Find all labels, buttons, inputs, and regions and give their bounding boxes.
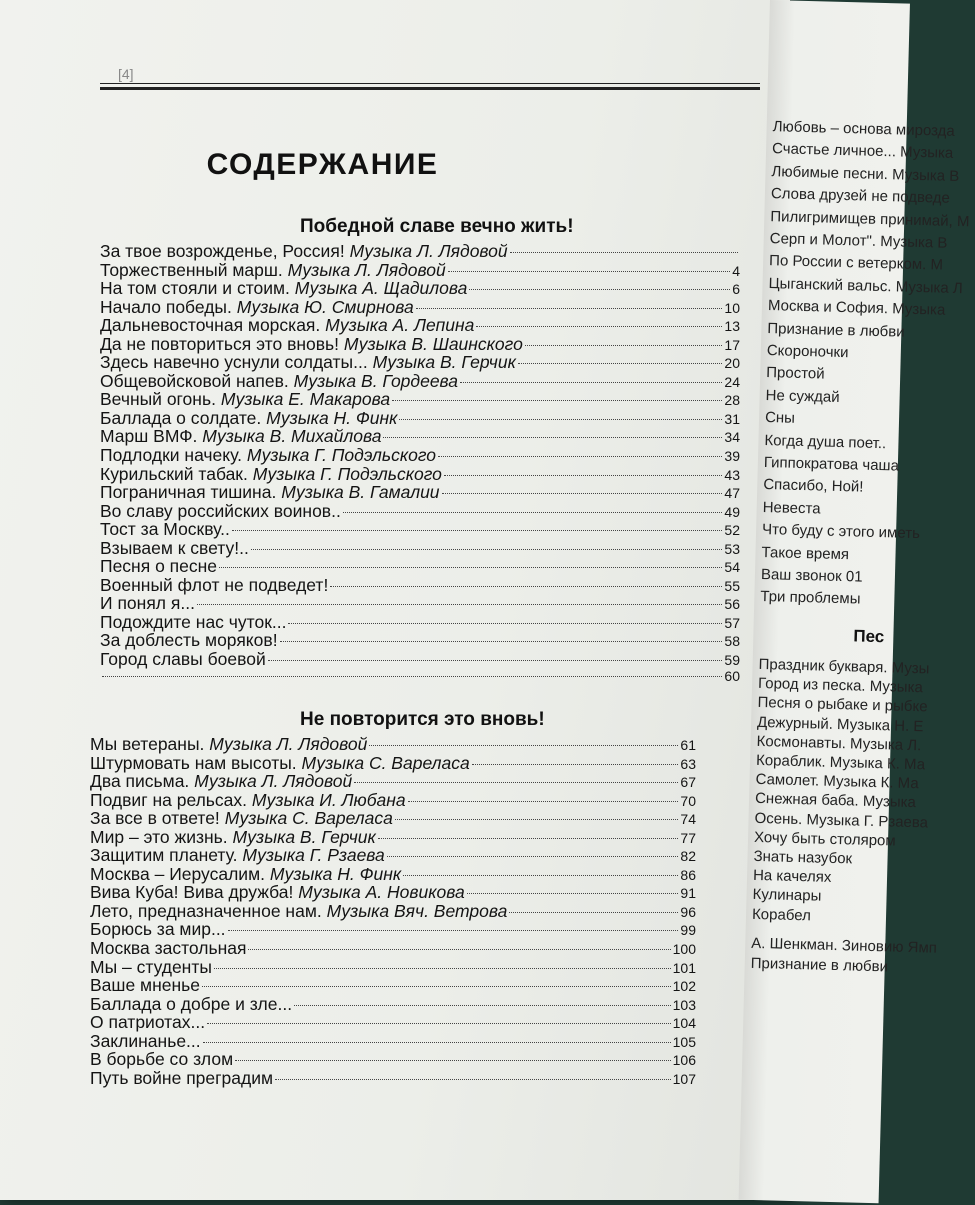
toc-entry-page: 54 [724,559,740,576]
toc-entry-text: Да не повториться это вновь! [100,333,340,354]
toc-entry [90,771,696,790]
toc-entry-page: 74 [680,811,696,828]
toc-entry-title [100,649,266,670]
toc-entry-text: Защитим планету. [90,845,238,866]
toc-entry-text: Общевойсковой напев. [100,370,289,391]
toc-entry [100,630,740,649]
toc-leader-dots [280,641,723,642]
toc-entry-text: Вива Куба! Вива дружба! [90,882,294,903]
header-rule-thick [100,87,760,90]
toc-entry [100,334,740,353]
toc-entry-text: Пограничная тишина. [100,482,277,503]
toc-entry-text: Начало победы. [100,296,232,317]
toc-leader-dots [395,819,679,820]
toc-entry [90,753,696,772]
toc-entry-text: Город славы боевой [100,649,266,670]
toc-entry-page: 82 [680,848,696,865]
toc-entry-page: 58 [724,633,740,650]
toc-entry [100,501,740,520]
right-page-line: Дежурный. Музыка Н. Е [756,713,924,735]
toc-entry-page: 96 [680,903,696,920]
toc-entry-text: Мы ветераны. [90,734,205,754]
toc-entry-music: Музыка Г. Рзаева [242,845,385,866]
section-title-2: Не повторится это вновь! [300,709,545,730]
toc-entry-page: 43 [724,466,740,483]
toc-entry-text: Баллада о солдате. [100,407,262,428]
toc-entry-page: 47 [724,485,740,502]
toc-list-2 [90,734,696,1086]
toc-entry-text: Ваше мненье [90,975,200,996]
toc-leader-dots [228,930,679,931]
toc-entry-page: 39 [724,448,740,465]
toc-entry-music: Музыка Г. Подэльского [246,445,437,466]
toc-entry-page: 4 [732,262,740,279]
toc-entry-text: Мир – это жизнь. [90,826,228,847]
toc-entry-music: Музыка Г. Подэльского [252,463,442,484]
toc-leader-dots [448,271,730,272]
toc-leader-dots [288,623,722,624]
toc-entry-music: Музыка В. Шаинского [343,333,523,354]
right-page-line: Слова друзей не подведе [770,185,951,207]
toc-leader-dots [510,252,738,253]
toc-list-1 [100,241,740,686]
toc-entry [100,389,740,408]
page-number: [4] [118,66,134,82]
right-page-line: Самолет. Музыка К. Ма [755,771,919,793]
right-page-line: Серп и Молот". Музыка В [769,230,948,252]
toc-entry-page: 53 [724,540,740,557]
right-page-line: Признание в любви [767,319,905,341]
toc-entry-text: Здесь навечно уснули солдаты... [100,352,368,373]
toc-leader-dots [469,289,730,290]
toc-entry-page: 28 [724,392,740,409]
toc-leader-dots [442,493,723,494]
toc-entry [90,882,696,901]
toc-entry-text: На том стояли и стоим. [100,278,290,299]
right-page-line: Снежная баба. Музыка [754,790,917,812]
toc-entry [100,482,740,501]
toc-entry-text: Курильский табак. [100,463,248,484]
toc-entry-text: Во славу российских воинов.. [100,500,341,521]
toc-entry [90,919,696,938]
toc-entry [90,1031,696,1050]
toc-entry-page: 86 [680,866,696,883]
right-page-line: Спасибо, Ной! [763,476,864,497]
toc-leader-dots [207,1023,671,1024]
toc-entry-music: Музыка В. Герчик [232,826,376,847]
toc-leader-dots [203,1042,671,1043]
toc-leader-dots [416,308,723,309]
toc-entry [90,1068,696,1087]
toc-entry-title [90,1068,273,1089]
toc-leader-dots [438,456,722,457]
toc-entry-page: 10 [724,299,740,316]
right-page-line: Космонавты. Музыка Л. [756,732,922,755]
toc-entry-text: Тост за Москву.. [100,519,230,540]
toc-entry-text: Военный флот не подведет! [100,574,329,595]
toc-entry-page: 20 [724,355,740,372]
toc-entry [100,464,740,483]
toc-entry [90,827,696,846]
toc-leader-dots [476,326,722,327]
toc-leader-dots [330,586,722,587]
toc-entry-text: Борюсь за мир... [90,919,226,940]
toc-entry-text: Лето, предназначенное нам. [90,900,322,921]
toc-entry-page: 17 [724,336,740,353]
toc-entry-music: Музыка В. Гордеева [293,370,459,391]
toc-entry [90,938,696,957]
right-list-top [760,0,970,608]
toc-entry [90,1012,696,1031]
right-page-line: А. Шенкман. Зиновию Ямп [751,934,938,957]
toc-entry-music: Музыка Е. Макарова [220,389,391,410]
toc-leader-dots [392,400,722,401]
toc-entry-text: Марш ВМФ. [100,426,198,447]
right-page-line: Простой [766,364,825,383]
right-page-line: Такое время [761,543,850,563]
toc-entry-text: Песня о песне [100,556,218,577]
toc-entry [100,612,740,631]
right-page-line: Праздник букваря. Музы [758,655,930,678]
toc-entry [90,994,696,1013]
toc-leader-dots [268,660,723,661]
right-section-title: Пес [853,626,885,647]
toc-entry-page: 31 [724,410,740,427]
toc-entry-music: Музыка С. Вареласа [301,752,470,773]
toc-entry [100,519,740,538]
toc-entry-page: 61 [680,737,696,753]
toc-entry [100,593,740,612]
toc-entry [90,1049,696,1068]
toc-entry [90,790,696,809]
toc-leader-dots [399,419,722,420]
toc-entry [90,864,696,883]
toc-entry-text: Заклинанье... [90,1030,201,1051]
toc-entry-text: Два письма. [90,771,190,792]
toc-entry-page: 57 [724,614,740,631]
right-page-line: Гиппократова чаша [763,454,900,475]
right-page-line: Кораблик. Музыка К. Ма [755,751,926,774]
toc-entry-text: Подождите нас чуток... [100,611,287,632]
toc-leader-dots [275,1079,671,1080]
toc-entry [100,668,740,687]
toc-entry-page: 103 [672,996,696,1013]
toc-entry-page: 52 [724,522,740,539]
toc-entry-text: О патриотах... [90,1012,206,1033]
toc-leader-dots [248,949,670,950]
toc-leader-dots [472,764,679,765]
toc-entry-music: Музыка В. Михайлова [202,426,382,447]
toc-entry-text: За твое возрожденье, Россия! [100,241,345,261]
toc-entry [100,352,740,371]
toc-entry-page: 60 [724,667,740,684]
toc-entry [100,556,740,575]
toc-entry-text: Штурмовать нам высоты. [90,752,297,773]
toc-entry-music: Музыка В. Гамалии [281,482,440,503]
toc-entry [90,734,696,753]
right-page-line: Город из песка. Музыка [757,675,924,697]
right-page-line: Невеста [762,498,821,518]
right-page-line: По России с ветерком. М [768,252,944,275]
right-page-line: Три проблемы [760,588,861,608]
toc-entry-music: Музыка А. Новикова [298,882,465,903]
toc-entry-text: И понял я... [100,593,195,614]
toc-entry-page: 102 [672,978,696,995]
right-page-line: Счастье личное... Музыка [771,140,954,163]
toc-entry [90,901,696,920]
toc-entry-page: 99 [680,922,696,939]
toc-entry [100,241,740,260]
toc-entry-text: За доблесть моряков! [100,630,278,651]
toc-entry-music: Музыка Л. Лядовой [287,259,446,280]
right-page-line: Корабел [751,905,812,924]
toc-entry-music: Музыка Н. Финк [266,407,398,428]
toc-entry [90,845,696,864]
toc-leader-dots [214,968,671,969]
toc-entry-music: Музыка Вяч. Ветрова [326,900,508,921]
toc-entry-text: Москва – Иерусалим. [90,863,265,884]
right-page-line: На качелях [752,867,832,887]
toc-entry-music: Музыка Л. Лядовой [194,771,353,792]
toc-entry-text: Подлодки начеку. [100,445,242,466]
toc-entry [100,371,740,390]
toc-leader-dots [343,512,723,513]
toc-leader-dots [197,604,722,605]
toc-leader-dots [403,875,678,876]
toc-entry-music: Музыка А. Щадилова [294,278,468,299]
right-page-line: Что буду с этого иметь [761,521,921,543]
toc-entry-text: Взываем к свету!.. [100,537,249,558]
toc-entry [90,975,696,994]
toc-entry-music: Музыка Л. Лядовой [349,241,508,261]
toc-entry-page: 106 [672,1052,696,1069]
toc-leader-dots [369,745,678,746]
right-page-line: Ваш звонок 01 [760,565,863,586]
toc-entry-page: 6 [732,281,740,298]
right-page-line: Москва и София. Музыка [767,297,946,319]
toc-entry-music: Музыка Л. Лядовой [209,734,368,754]
right-page-line: Цыганский вальс. Музыка Л [768,274,963,297]
toc-entry-text: Мы – студенты [90,956,212,977]
toc-entry-text: Подвиг на рельсах. [90,789,248,810]
toc-leader-dots [202,986,671,987]
toc-entry-text: Баллада о добре и зле... [90,993,293,1014]
toc-entry-page: 13 [724,318,740,335]
toc-entry [100,575,740,594]
toc-entry-page: 24 [724,373,740,390]
toc-entry-text: За все в ответе! [90,808,220,829]
toc-entry-page: 100 [672,941,696,958]
toc-entry-music: Музыка Н. Финк [269,863,402,884]
toc-leader-dots [518,363,723,364]
toc-entry-page: 104 [672,1015,696,1032]
toc-entry-page: 59 [724,652,740,669]
toc-entry-page: 105 [672,1033,696,1050]
page-title: СОДЕРЖАНИЕ [206,148,439,181]
right-page-line: Сны [764,409,796,427]
toc-leader-dots [467,893,679,894]
toc-entry-text: Дальневосточная морская. [100,315,321,336]
right-page [739,0,970,1203]
toc-entry-page: 70 [680,792,696,809]
header-rule-thin [100,83,760,84]
toc-leader-dots [383,437,722,438]
right-page-line: Осень. Музыка Г. Рзаева [754,809,929,832]
toc-leader-dots [509,912,678,913]
right-page-line: Не суждай [765,386,840,406]
toc-leader-dots [387,856,679,857]
toc-entry [100,260,740,279]
right-page-line: Любимые песни. Музыка В [771,162,960,185]
toc-leader-dots [444,475,723,476]
toc-entry [100,538,740,557]
toc-entry-page: 63 [680,755,696,772]
toc-entry-text: В борьбе со злом [90,1049,234,1070]
toc-entry-text: Москва застольная [90,938,247,959]
toc-entry-text: Вечный огонь. [100,389,216,410]
toc-entry-page: 34 [724,429,740,446]
section-title-1: Победной славе вечно жить! [300,216,574,237]
toc-leader-dots [232,530,723,531]
toc-entry-page: 107 [672,1070,696,1087]
right-page-line: Песня о рыбаке и рыбке [757,694,928,716]
right-page-line: Кулинары [752,886,822,906]
toc-entry-page: 91 [680,885,696,902]
right-page-line: Пилигримищев принимай, М [770,207,970,230]
toc-entry-page: 77 [680,829,696,846]
toc-entry-page: 55 [724,577,740,594]
toc-entry [100,297,740,316]
toc-entry-music: Музыка А. Лепина [325,315,475,336]
toc-leader-dots [102,676,722,677]
toc-leader-dots [408,801,679,802]
toc-entry [100,445,740,464]
toc-entry-page: 49 [724,503,740,520]
toc-entry-music: Музыка Ю. Смирнова [236,296,414,317]
toc-entry-page: 101 [672,959,696,976]
toc-leader-dots [354,782,678,783]
right-page-line: Хочу быть столяром [753,828,896,850]
right-page-line: Знать назубок [753,847,853,868]
toc-leader-dots [525,345,723,346]
toc-entry [90,808,696,827]
toc-entry [100,426,740,445]
toc-entry-page: 56 [724,596,740,613]
toc-entry [100,315,740,334]
toc-entry-page: 67 [680,774,696,791]
toc-leader-dots [378,838,679,839]
right-page-line: Любовь – основа мирозда [772,118,955,140]
toc-entry-music: Музыка В. Герчик [372,352,516,373]
right-page-line: Скороночки [766,342,849,362]
toc-entry [90,957,696,976]
toc-entry-text: Торжественный марш. [100,259,283,280]
toc-leader-dots [219,567,722,568]
toc-leader-dots [294,1005,671,1006]
toc-leader-dots [251,549,723,550]
toc-entry [100,278,740,297]
toc-entry-music: Музыка И. Любана [251,789,406,810]
toc-entry [100,408,740,427]
toc-leader-dots [235,1060,671,1061]
toc-leader-dots [460,382,722,383]
right-page-line: Когда душа поет.. [764,431,887,452]
right-page-line: Признание в любви [750,954,889,976]
toc-entry-music: Музыка С. Вареласа [224,808,393,829]
toc-entry [100,649,740,668]
toc-entry-text: Путь войне преградим [90,1067,273,1088]
